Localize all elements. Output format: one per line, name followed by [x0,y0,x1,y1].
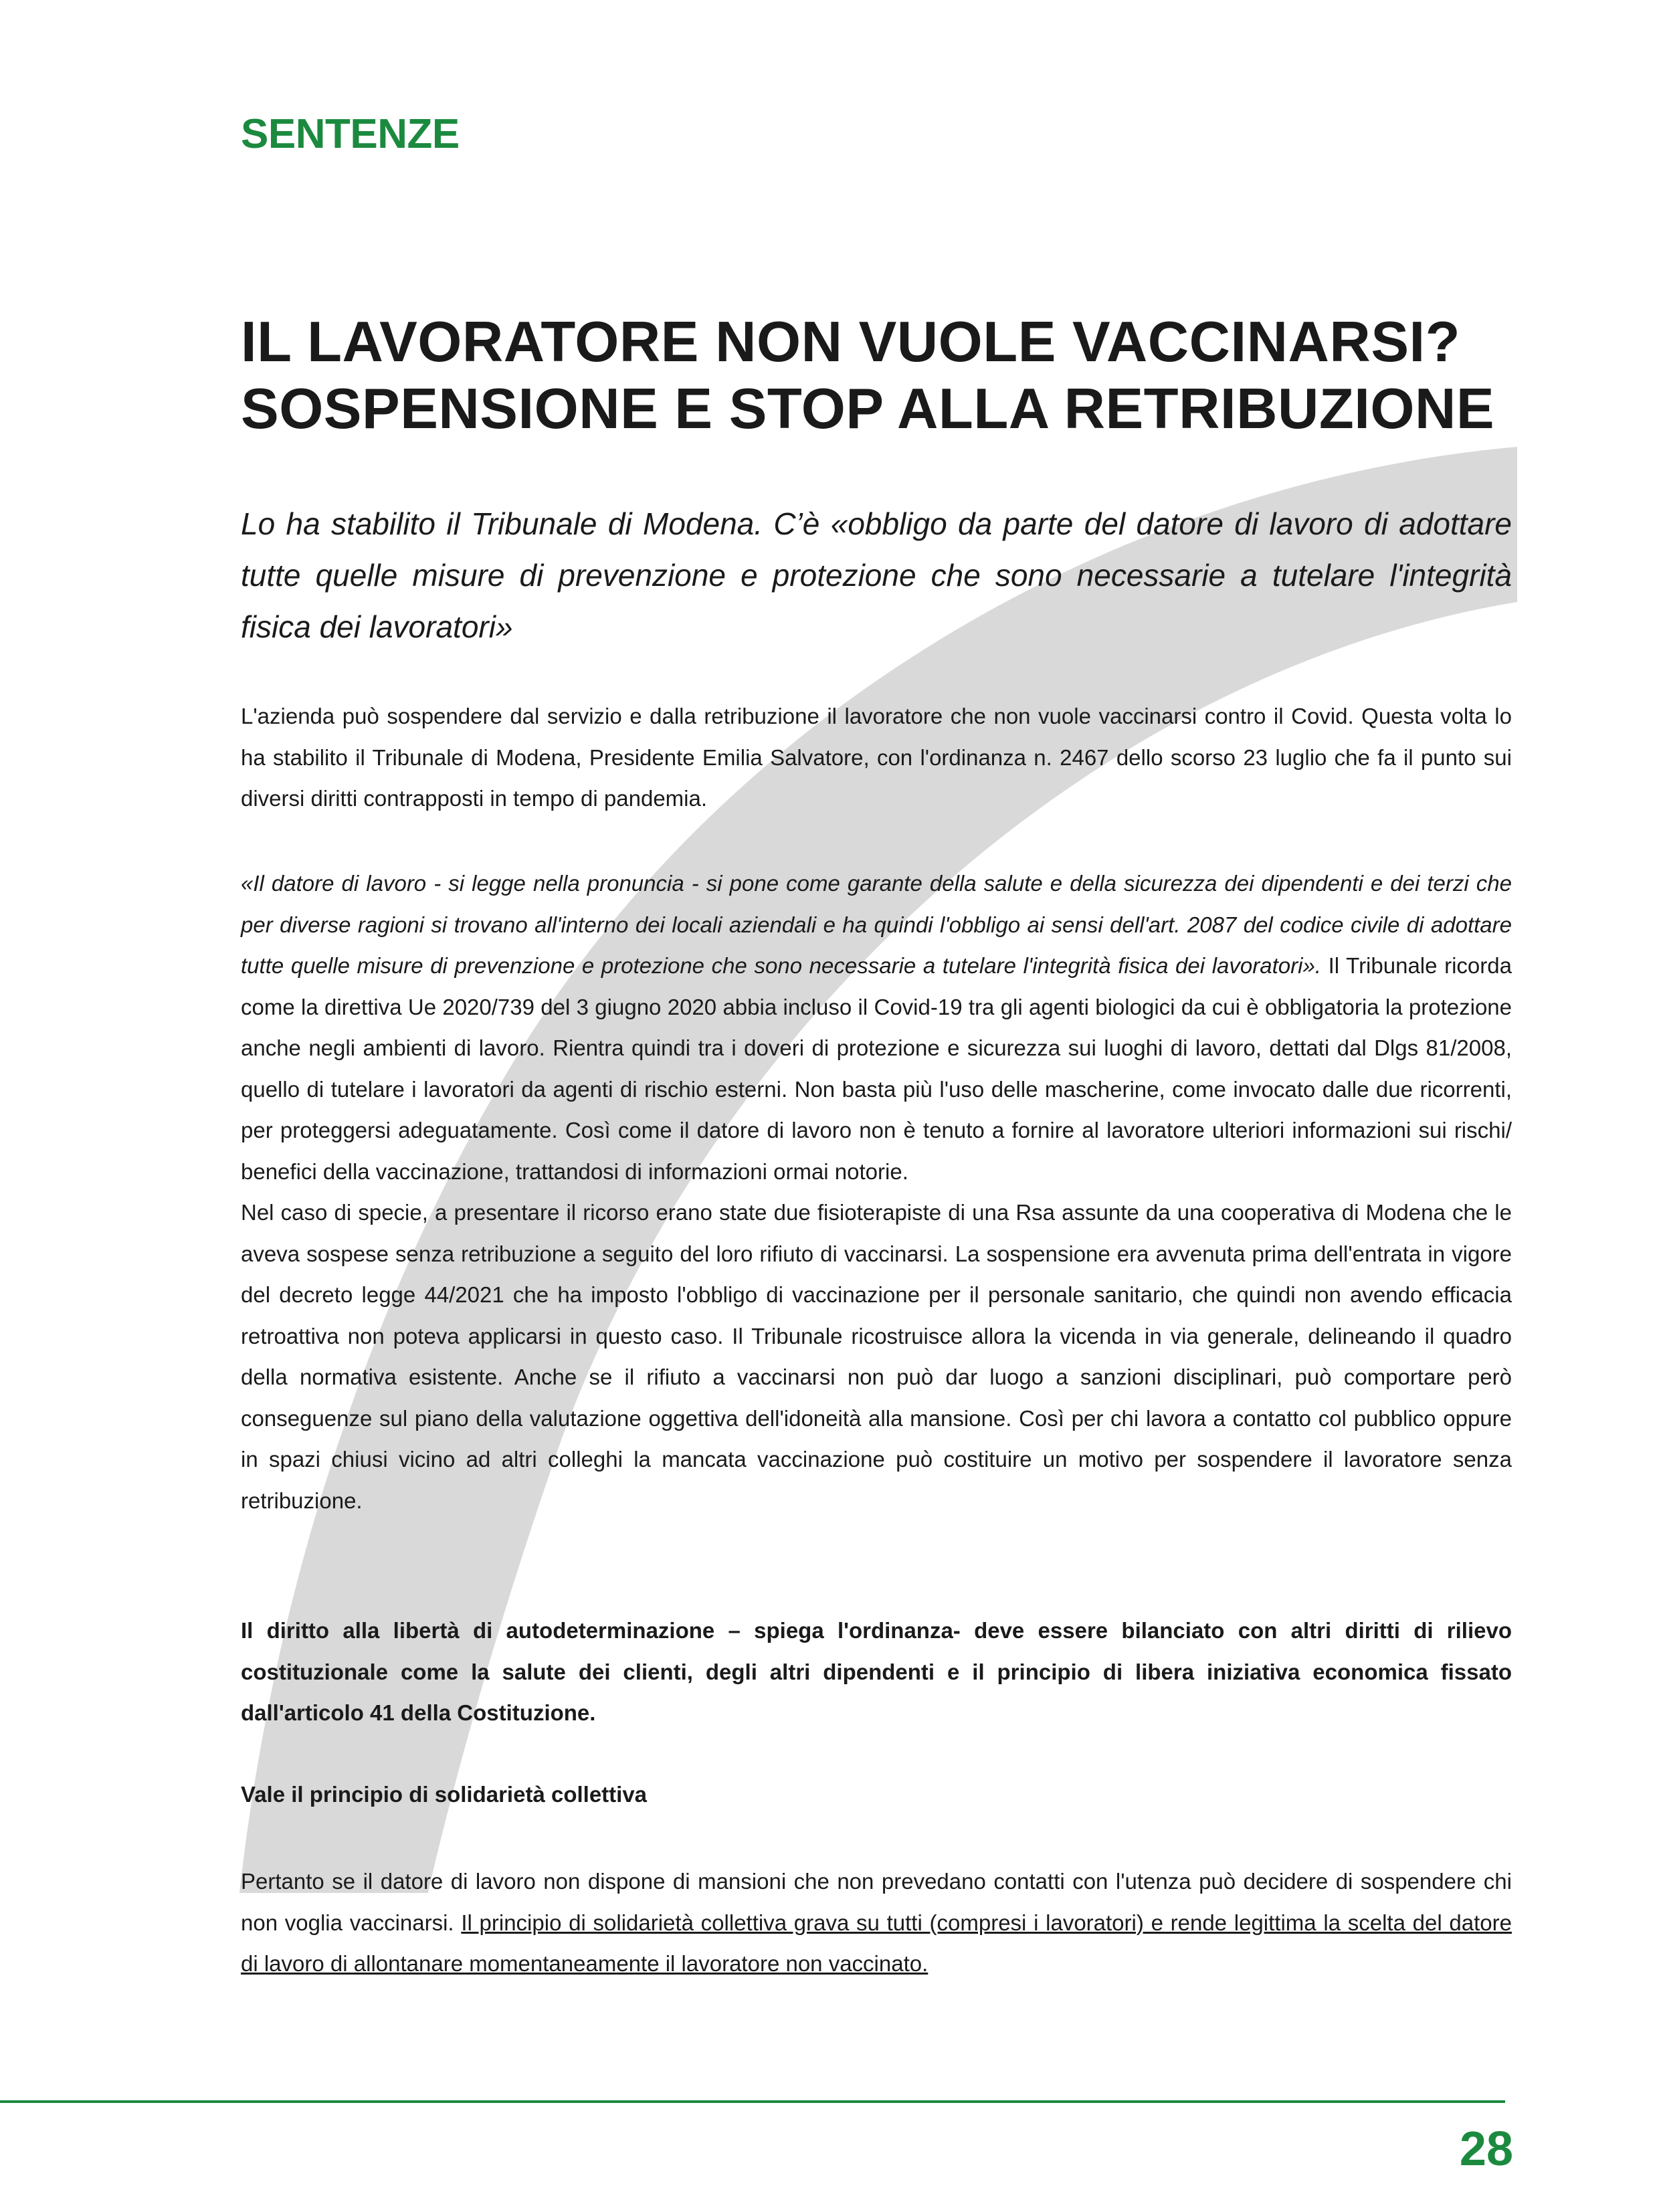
article-subtitle: Lo ha stabilito il Tribunale di Modena. C’è «obbligo da parte del datore di lavoro di adottare tutte quelle misure di prevenzione e protezione che sono necessarie a tutelare l'integrità fisica dei lavoratori» [241,506,1512,644]
paragraph-bold-statement: Il diritto alla libertà di autodeterminazione – spiega l'ordinanza- deve essere bilanciato con altri diritti di rilievo costituzionale come la salute dei clienti, degli altri dipendenti e il principio di libera iniziativa economica fissato dall'articolo 41 della Costituzione. [241,1618,1512,1725]
subheading: Vale il principio di solidarietà collettiva [241,1782,648,1807]
paragraph-conclusion [241,1861,1512,1985]
page-number: 28 [1459,2122,1513,2176]
court-quote: «Il datore di lavoro - si legge nella pronuncia - si pone come garante della salute e della sicurezza dei dipendenti e dei terzi che per diverse ragioni si trovano all'interno dei locali aziendali e ha quindi l'obbligo ai sensi dell'art. 2087 del codice civile di adottare tutte quelle misure di prevenzione e protezione che sono necessarie a tutelare l'integrità fisica dei lavoratori». [241,871,1512,978]
paragraph-conclusion-text: Pertanto se il datore di lavoro non dispone di mansioni che non prevedano contatti con l'utenza può decidere di sospendere chi non voglia vaccinarsi. [241,1869,1512,1935]
paragraph-quote [241,863,1512,1521]
paragraph-conclusion-underlined: Il principio di solidarietà collettiva grava su tutti (compresi i lavoratori) e rende legittima la scelta del datore di lavoro di allontanare momentaneamente il lavoratore non vaccinato. [241,1910,1512,1976]
paragraph-intro: L'azienda può sospendere dal servizio e dalla retribuzione il lavoratore che non vuole vaccinarsi contro il Covid. Questa volta lo ha stabilito il Tribunale di Modena, Presidente Emilia Salvatore, con l'ordinanza n. 2467 dello scorso 23 luglio che fa il punto sui diversi diritti contrapposti in tempo di pandemia. [241,704,1512,811]
paragraph-case: Nel caso di specie, a presentare il ricorso erano state due fisioterapiste di una Rsa assunte da una cooperativa di Modena che le aveva sospese senza retribuzione a seguito del loro rifiuto di vaccinarsi. La sospensione era avvenuta prima dell'entrata in vigore del decreto legge 44/2021 che ha imposto l'obbligo di vaccinazione per il personale sanitario, che quindi non avendo efficacia retroattiva non poteva applicarsi in questo caso. Il Tribunale ricostruisce allora la vicenda in via generale, delineando il quadro della normativa esistente. Anche se il rifiuto a vaccinarsi non può dar luogo a sanzioni disciplinari, può comportare però conseguenze sul piano della valutazione oggettiva dell'idoneità alla mansione. Così per chi lavora a contatto col pubblico oppure in spazi chiusi vicino ad altri colleghi la mancata vaccinazione può costituire un motivo per sospendere il lavoratore senza retribuzione. [241,1200,1512,1513]
paragraph-quote-text: Il Tribunale ricorda come la direttiva Ue 2020/739 del 3 giugno 2020 abbia incluso il Covid-19 tra gli agenti biologici da cui è obbligatoria la protezione anche negli ambienti di lavoro. Rientra quindi tra i doveri di protezione e sicurezza sui luoghi di lavoro, dettati dal Dlgs 81/2008, quello di tutelare i lavoratori da agenti di rischio esterni. Non basta più l'uso delle mascherine, come invocato dalle due ricorrenti, per proteggersi adeguatamente. Così come il datore di lavoro non è tenuto a fornire al lavoratore ulteriori informazioni sui rischi/ benefici della vaccinazione, trattandosi di informazioni ormai notorie. [241,953,1512,1184]
article-title-line-1: IL LAVORATORE NON VUOLE VACCINARSI? [241,310,1461,374]
article-title [241,309,1512,443]
article-title-line-2: SOSPENSIONE E STOP ALLA RETRIBUZIONE [241,377,1495,441]
footer-divider [0,2100,1505,2103]
section-label: SENTENZE [241,111,460,157]
